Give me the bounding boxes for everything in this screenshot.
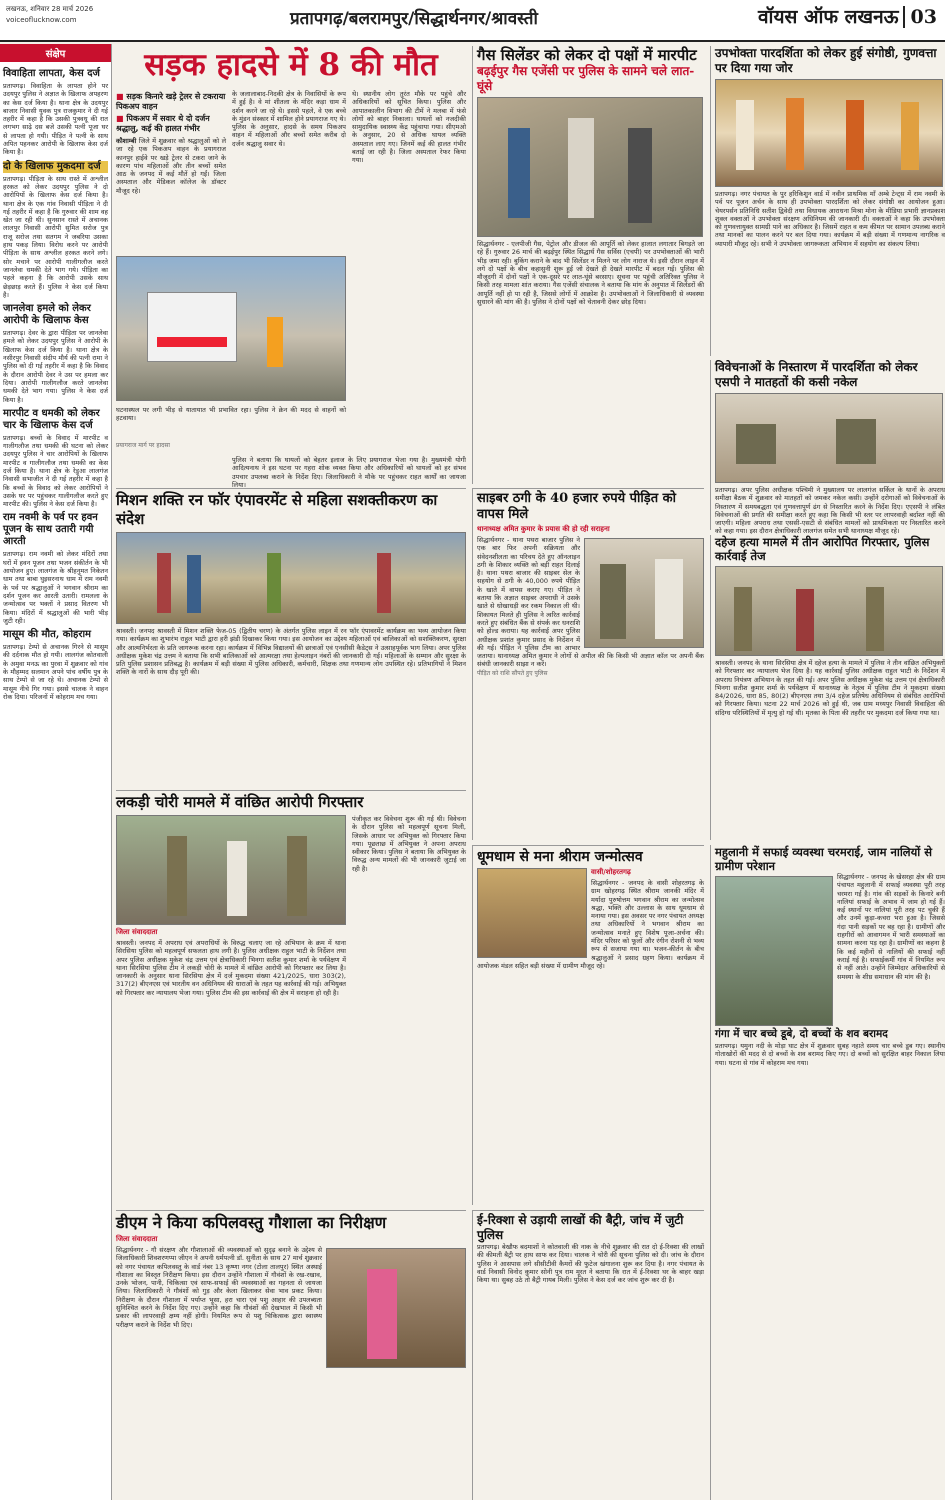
brief-title: मारपीट व धमकी को लेकर चार के खिलाफ केस दर्ज <box>3 407 100 431</box>
brief-title: मासूम की मौत, कोहराम <box>3 629 92 641</box>
gaushala-body: सिद्धार्थनगर - गौ संरक्षण और गौशालाओं की व्यवस्थाओं को सुदृढ़ बनाने के उद्देश्य से जिलाधिकारी शिवशरणप्पा जीएन ने अपनी धर्मपत्नी डॉ. सुनीता के साथ 27 मार्च शुक्रवार को नगर पंचायत कपिलवस्तु के वार्ड नंबर 13 कृष्णा नगर (टोला तालपुर) स्थित अस्थाई गौशाला का विस्तृत निरीक्षण किया। इस दौरान उन्होंने गौशाला में गौवंशों के रख-रखाव, उनके भोजन, पानी, चिकित्सा एवं साफ-सफाई की व्यवस्थाओं का गहनता से जायजा लिया। जिलाधिकारी ने गौवंशों को गुड़ और केला खिलाकर सेवा भाव प्रकट किया। निरीक्षण के दौरान गौशाला में पर्याप्त भूसा, हरा चारा एवं पशु आहार की उपलब्धता सुनिश्चित करने के निर्देश दिए गए। उन्होंने कहा कि गौवंशों की देखभाल में किसी भी प्रकार की लापरवाही क्षम्य नहीं होगी। नियमित रूप से पशु चिकित्सक द्वारा स्वास्थ्य परीक्षण कराने के निर्देश भी दिए। <box>116 1246 322 1329</box>
accident-story <box>116 46 466 489</box>
person-figure <box>655 559 683 639</box>
wood-headline[interactable]: लकड़ी चोरी मामले में वांछित आरोपी गिरफ्तार <box>116 793 364 811</box>
wood-body-right: पंजीकृत कर विवेचना शुरू की गई थी। विवेचना के दौरान पुलिस को महत्वपूर्ण सूचना मिली, जिसके आधार पर अभियुक्त को गिरफ्तार किया गया। पूछताछ में अभियुक्त ने अपना अपराध स्वीकार किया। पुलिस ने बताया कि अभियुक्त के विरुद्ध अन्य मामलों की भी जानकारी जुटाई जा रही है। <box>352 815 466 873</box>
brief-title: दो के खिलाफ मुकदमा दर्ज <box>3 161 108 173</box>
brief-body: प्रतापगढ़। राम नवमी को लेकर मंदिरों तथा घरों में हवन पूजन तथा भजन संकीर्तन के भी आयोजन हुए। लालगंज के श्रीहनुमत निकेतन धाम तथा बाबा घुइसरनाथ धाम में राम नवमी के पर्व पर श्रद्धालुओं ने भगवान श्रीराम का दर्शन पूजन कर आरती उतारी। रामलला के जन्मोत्सव पर भक्तों ने प्रसाद वितरण भी किया। मंदिरों में श्रद्धालुओं की भारी भीड़ जुटी रही। <box>3 550 108 625</box>
officer-figure <box>734 587 752 651</box>
brief-body: प्रतापगढ़। देवर के द्वारा पीड़िता पर जानलेवा हमले को लेकर उदयपुर पुलिस ने आरोपी के खिलाफ केस दर्ज किया है। थाना क्षेत्र के नसीरपुर निवासी संदीप मौर्य की पत्नी रामा ने पुलिस को दी गई तहरीर में कहा है कि विवाद के दौरान आरोपी देवर ने उस पर हमला कर दिया। आरोपी गालीगलौज करते जानलेवा धमकी देते भाग गया। पुलिस ने केस दर्ज किया है। <box>3 329 108 404</box>
drain-sub-body: प्रतापगढ़। यमुना नदी के मोड़ा घाट क्षेत्र में शुक्रवार सुबह नहाते समय चार बच्चे डूब गए। स्थानीय गोताखोरों की मदद से दो बच्चों के शव बरामद किए गए। दो बच्चों को सुरक्षित बाहर निकाल लिया गया। घटना से गांव में कोहराम मच गया। <box>715 1042 945 1067</box>
wood-body: श्रावस्ती। जनपद में अपराध एवं अपराधियों के विरुद्ध चलाए जा रहे अभियान के क्रम में थाना सिरसिया पुलिस को महत्वपूर्ण सफलता हाथ लगी है। पुलिस अधीक्षक राहुल भाटी के निर्देशन तथा अपर पुलिस अधीक्षक मुकेश चंद्र उत्तम एवं क्षेत्राधिकारी भिनगा सतीश कुमार शर्मा के पर्यवेक्षण में थाना सिरसिया पुलिस टीम ने लकड़ी चोरी के मामले में वांछित आरोपी को गिरफ्तार कर लिया है। जानकारी के अनुसार थाना सिरसिया क्षेत्र में दर्ज मुकदमा संख्या 421/2025, धारा 303(2), 317(2) बीएनएस एवं भारतीय वन अधिनियम की धाराओं के तहत यह कार्रवाई की गई। अभियुक्त को गिरफ्तार कर न्यायालय भेजा गया। पुलिस टीम की इस कार्रवाई की क्षेत्र में सराहना हो रही है। <box>116 939 346 997</box>
brief-body: प्रतापगढ़। पीड़िता के साथ रास्ते में अश्लील हरकत को लेकर उदयपुर पुलिस ने दो आरोपियों के खिलाफ केस दर्ज किया है। थाना क्षेत्र के एक गांव निवासी पीड़िता ने दी गई तहरीर में कहा है कि गुरुवार की शाम वह खेत जा रही थी। सुनसान रास्ते में अचानक लालपुर निवासी आरोपी सुमित सरोज पुत्र राजू सरोज तथा सतगम ने जबरिया उसका हाथ पकड़ लिया। विरोध करने पर आरोपी पीड़िता के साथ अश्लील हरकत करने लगे। सोर मचाने पर आरोपी गालीगलौज करते जानलेवा धमकी देते भाग गये। पीड़िता का पहले कहना है कि आरोपी उसके साथ छेड़छाड़ करते हैं। पुलिस ने केस दर्ज किया है। <box>3 174 108 299</box>
ambulance-stripe <box>157 337 227 347</box>
accident-body-col3: थे। स्थानीय लोग तुरंत मौके पर पहुंचे और अधिकारियों को सूचित किया। पुलिस और आपातकालीन विभाग की टीमें ने मलबा में फंसे लोगों को बाहर निकाला। घायलों को नजदीकी सामुदायिक स्वास्थ्य केंद्र पहुंचाया गया। सीएमओ के अनुसार, 20 से अधिक घायल व्यक्ति अस्पताल लाए गए। जिनमें कई की हालत गंभीर बताई जा रही है। जिला अस्पताल रेफर किया गया। <box>352 90 466 165</box>
brief-title: जानलेवा हमले को लेकर आरोपी के खिलाफ केस <box>3 303 91 327</box>
rickshaw-body: प्रतापगढ़। बेखौफ बदमाशों ने कोतवाली की नाक के नीचे शुक्रवार की रात दो ई-रिक्शा की लाखों की कीमती बैट्री पर हाथ साफ कर दिया। चालक ने चोरी की सूचना पुलिस को दी। जांच के दौरान पुलिस ने आसपास लगे सीसीटीवी कैमरों की फुटेज खंगालना शुरू कर दिया है। नगर पंचायत के वार्ड निवासी विनोद कुमार सोनी पुत्र राम मूरत ने बताया कि रात में ई-रिक्शा घर के बाहर खड़ा किया था। सुबह उठे तो बैट्री गायब मिली। पुलिस ने केस दर्ज कर जांच शुरू कर दी है। <box>477 1243 704 1285</box>
wood-photo <box>116 815 346 925</box>
runner-figure <box>377 553 391 613</box>
runner-figure <box>157 553 171 613</box>
gas-body: सिद्धार्थनगर - एलपीजी गैस, पेट्रोल और डीजल की आपूर्ति को लेकर हालात लगातार बिगड़ते जा रहे हैं। गुरुवार 26 मार्च की बढ़ईपुर स्थित सिद्धार्थ गैस सर्विस (एचपी) पर उपभोक्ताओं की भारी भीड़ जमा रही। बुकिंग कराने के बाद भी सिलेंडर न मिलने पर लोग नाराज थे। इसी दौरान लाइन में लगे दो पक्षों के बीच कहासुनी शुरू हुई जो देखते ही देखते मारपीट में बदल गई। पुलिस की मौजूदगी में दोनों पक्षों ने एक-दूसरे पर लात-घूंसे बरसाए। सूचना पर पहुंची अतिरिक्त पुलिस ने किसी तरह मामला शांत कराया। गैस एजेंसी संचालक ने बताया कि मांग के अनुपात में सिलेंडरों की आपूर्ति नहीं हो पा रही है, जिससे लोगों में आक्रोश है। उपभोक्ताओं ने जिलाधिकारी से व्यवस्था सुधारने की मांग की है। पुलिस ने दोनों पक्षों को चेतावनी देकर छोड़ दिया। <box>477 240 704 307</box>
dowry-photo <box>715 566 943 656</box>
drain-sub-headline: गंगा में चार बच्चे डूबे, दो बच्चों के शव बरामद <box>715 1028 888 1040</box>
masthead-meta <box>6 4 93 26</box>
consumer-body: प्रतापगढ़। नगर पंचायत के पुर हरिकिशुन वार्ड में नवीन प्राथमिक माँ अम्बे टेन्ट्स में राम नवमी के पर्व पर पूजन अर्चन के साथ ही उपभोक्ता पारदर्शिता को लेकर संगोष्ठी का आयोजन हुआ। चेयरपर्सन प्रतिनिधि सतीश द्विवेदी तथा विधायक आराधना मिश्रा मोना के मीडिया प्रभारी ज्ञानप्रकाश शुक्ल वक्ताओं ने उपभोक्ता संरक्षण अधिनियम की जानकारी दी। वक्ताओं ने कहा कि उपभोक्ता को गुणवत्तायुक्त सामग्री पाने का अधिकार है। जिसमें राहत व कम कीमत पर सामान उपलब्ध कराने तथा मानकों का पालन करने पर बल दिया गया। कार्यक्रम में बड़ी संख्या में गणमान्य नागरिक व व्यापारी मौजूद रहे। सभी ने उपभोक्ता जागरूकता अभियान में सहयोग का संकल्प लिया। <box>715 190 945 248</box>
gaushala-headline[interactable]: डीएम ने किया कपिलवस्तु गौशाला का निरीक्षण <box>116 1213 387 1232</box>
drain-body: सिद्धार्थनगर - जनपद के खेसरहा क्षेत्र की ग्राम पंचायत महुलानी में सफाई व्यवस्था पूरी तरह चरमरा गई है। गांव की सड़कों के किनारे बनी नालियां सफाई के अभाव में जाम हो गई हैं। कई स्थानों पर नालियां पूरी तरह पट चुकी हैं और उनमें कूड़ा-कचरा भरा हुआ है। जिससे गंदा पानी सड़कों पर बह रहा है। ग्रामीणों और राहगीरों को आवागमन में भारी समस्याओं का सामना करना पड़ रहा है। ग्रामीणों का कहना है कि कई महीनों से नालियों की सफाई नहीं कराई गई है। सफाईकर्मी गांव में नियमित रूप से नहीं आते। उन्होंने जिम्मेदार अधिकारियों से समस्या के शीघ्र समाधान की मांग की है। <box>837 873 945 981</box>
person-figure <box>846 100 864 170</box>
consumer-headline[interactable]: उपभोक्ता पारदर्शिता को लेकर हुई संगोष्ठी, गुणवत्ता पर दिया गया जोर <box>715 46 937 75</box>
brief-body: प्रतापगढ़। टेम्पो से अचानक गिरने से मासूम की दर्दनाक मौत हो गयी। लालगंज कोतवाली के अमुवा मनऊ का पुरवा में शुक्रवार को गांव के मौहम्मद सलमान अपने पांच वर्षीय पुत्र के साथ टेम्पो से जा रहे थे। अचानक टेम्पो से मासूम नीचे गिर गया। इससे चालक ने वाहन रोक दिया। परिजनों में कोहराम मच गया। <box>3 643 108 701</box>
accident-body-col4: पुलिस ने बताया कि घायलों को बेहतर इलाज के लिए प्रयागराज भेजा गया है। मुख्यमंत्री योगी आदित्यनाथ ने इस घटना पर गहरा शोक व्यक्त किया और अधिकारियों को घायलों को हर संभव उपचार उपलब्ध कराने के निर्देश दिए। जिलाधिकारी ने मौके पर पहुंचकर राहत कार्यों का जायजा लिया। <box>232 456 466 489</box>
mission-story <box>116 488 466 786</box>
cyber-photo <box>584 538 704 648</box>
gaushala-story <box>116 1210 466 1500</box>
accident-body-col2: के जलालाबाद-निदकी क्षेत्र के निवासियों के रूप में हुई है। वे मां शीतला के मंदिर कड़ा धाम में दर्शन करने जा रहे थे। इससे पहले, वे एक बच्चे के मुंडन संस्कार में शामिल होने प्रयागराज गए थे। पुलिस के अनुसार, हादसे के समय पिकअप वाहन में महिलाओं और बच्चों समेत करीब दो दर्जन श्रद्धालु सवार थे। <box>232 90 346 148</box>
sp-photo <box>715 393 943 483</box>
cyber-headline[interactable]: साइबर ठगी के 40 हजार रुपये पीड़ित को वापस मिले <box>477 491 677 522</box>
ram-story <box>472 845 704 1205</box>
brand-block <box>758 3 937 29</box>
cyber-photo-caption: पीड़ित को राशि सौंपते हुए पुलिस <box>477 669 548 677</box>
person-figure <box>796 589 814 651</box>
ram-byline: वासी/शोहरतगढ़ <box>591 868 631 876</box>
briefs-column <box>0 44 112 1500</box>
rickshaw-headline[interactable]: ई-रिक्शा से उड़ायी लाखों की बैट्री, जांच में जुटी पुलिस <box>477 1213 684 1242</box>
dowry-story <box>710 535 945 840</box>
officer-figure <box>287 836 307 916</box>
dateline-place: कौशाम्बी <box>116 137 137 145</box>
drain-photo <box>715 876 833 1026</box>
gas-subheadline: बढ़ईपुर गैस एजेंसी पर पुलिस के सामने चले लात-घूंसे <box>477 64 695 93</box>
drain-story <box>710 845 945 1500</box>
cyber-byline: थानाध्यक्ष अमित कुमार के प्रयास की हो रही सराहना <box>477 525 610 533</box>
rickshaw-story <box>472 1210 704 1500</box>
sp-story <box>710 360 945 536</box>
person-figure <box>901 102 919 170</box>
consumer-photo <box>715 79 943 187</box>
runner-figure <box>187 555 201 613</box>
officer-figure <box>836 419 876 464</box>
cyber-body: सिद्धार्थनगर - थाना पथरा बाजार पुलिस ने एक बार फिर अपनी सक्रियता और संवेदनशीलता का परिचय देते हुए ऑनलाइन ठगी के शिकार व्यक्ति को बड़ी राहत दिलाई है। थाना पथरा बाजार की साइबर सेल के सहयोग से ठगी के 40,000 रुपये पीड़ित के खाते में वापस कराए गए। पीड़ित ने बताया कि अज्ञात साइबर अपराधी ने उसके खाते से धोखाधड़ी कर रकम निकाल ली थी। शिकायत मिलते ही पुलिस ने त्वरित कार्रवाई करते हुए संबंधित बैंक से संपर्क कर धनराशि को होल्ड कराया। यह कार्रवाई अपर पुलिस अधीक्षक प्रशांत कुमार प्रसाद के निर्देशन में की गई। पीड़ित ने पुलिस टीम का आभार जताया। थानाध्यक्ष अमित कुमार ने लोगों से अपील की कि किसी भी अज्ञात कॉल पर अपनी बैंक संबंधी जानकारी साझा न करें। <box>477 536 704 669</box>
mission-headline[interactable]: मिशन शक्ति रन फॉर एंपावरमेंट से महिला सशक्तीकरण का संदेश <box>116 491 438 528</box>
accident-photo <box>116 256 346 401</box>
mission-body: श्रावस्ती। जनपद श्रावस्ती में मिशन शक्ति फेज-05 (द्वितीय चरण) के अंतर्गत पुलिस लाइन में रन फॉर एंपावरमेंट कार्यक्रम का भव्य आयोजन किया गया। कार्यक्रम का शुभारंभ राहुल भाटी द्वारा हरी झंडी दिखाकर किया गया। इस आयोजन का उद्देश्य महिलाओं एवं बालिकाओं को सशक्तिकरण, सुरक्षा और आत्मनिर्भरता के प्रति जागरूक करना रहा। कार्यक्रम में विभिन्न विद्यालयों की छात्राओं एवं एनसीसी कैडेट्स ने उत्साहपूर्वक भाग लिया। अपर पुलिस अधीक्षक मुकेश चंद्र उत्तम ने बताया कि सभी बालिकाओं को आत्मरक्षा तथा हेल्पलाइन नंबरों की जानकारी दी गई। महिलाओं के सम्मान और सुरक्षा के प्रति पुलिस प्रशासन प्रतिबद्ध है। कार्यक्रम में बड़ी संख्या में पुलिस अधिकारी, कर्मचारी, शिक्षक तथा गणमान्य लोग उपस्थित रहे। प्रतिभागियों ने मिशन शक्ति के नारों के साथ दौड़ पूरी की। <box>116 627 466 677</box>
accident-headline[interactable]: सड़क हादसे में 8 की मौत <box>144 47 438 83</box>
gas-headline[interactable]: गैस सिलेंडर को लेकर दो पक्षों में मारपीट <box>477 46 697 64</box>
dowry-body: श्रावस्ती। जनपद के थाना सिरसिया क्षेत्र में दहेज हत्या के मामले में पुलिस ने तीन वांछित अभियुक्तों को गिरफ्तार कर न्यायालय भेज दिया है। यह कार्रवाई पुलिस अधीक्षक राहुल भाटी के निर्देशन में अपराध नियंत्रण अभियान के तहत की गई। अपर पुलिस अधीक्षक मुकेश चंद्र उत्तम एवं क्षेत्राधिकारी भिनगा सतीश कुमार शर्मा के पर्यवेक्षण में थानाध्यक्ष के नेतृत्व में पुलिस टीम ने मुकदमा संख्या 84/2026, धारा 85, 80(2) बीएनएस तथा 3/4 दहेज प्रतिषेध अधिनियम से संबंधित आरोपियों को गिरफ्तार किया। घटना 22 मार्च 2026 को हुई थी, जब ग्राम मध्यपुर निवासी विवाहिता की संदिग्ध परिस्थितियों में मृत्यु हो गई थी। मृतका के पिता की तहरीर पर मुकदमा दर्ज किया गया था। <box>715 659 945 717</box>
sp-body: प्रतापगढ़। अपर पुलिस अधीक्षक पश्चिमी ने मुख्यालय पर लालगंज सर्किल के थानों के अपराध समीक्षा बैठक में शुक्रवार को मातहतों को जमकर नकेल कसी। उन्होंने दरोगाओं को विवेचनाओं के निस्तारण में समयबद्धता एवं गुणवत्तापूर्ण ढंग से निस्तारित करने के निर्देश दिए। एएसपी ने लंबित विवेचनाओं की प्रगति की समीक्षा करते हुए कहा कि किसी भी स्तर पर लापरवाही बर्दाश्त नहीं की जाएगी। महिला अपराध तथा एससी-एसटी से संबंधित मामलों को प्राथमिकता पर निस्तारित करने को कहा गया। इस दौरान क्षेत्राधिकारी लालगंज समेत सभी थानाध्यक्ष मौजूद रहे। <box>715 486 945 536</box>
page-number: 03 <box>903 6 937 28</box>
brief-title: विवाहिता लापता, केस दर्ज <box>3 68 100 79</box>
ambulance-shape <box>147 292 237 362</box>
ram-headline[interactable]: धूमधाम से मना श्रीराम जन्मोत्सव <box>477 849 643 865</box>
person-figure <box>267 317 283 367</box>
officer-figure <box>736 424 776 464</box>
person-figure <box>736 100 754 170</box>
gaushala-photo <box>326 1248 466 1368</box>
accident-caption: घटनास्थल पर लगी भीड़ से यातायात भी प्रभावित रहा। पुलिस ने क्रेन की मदद से वाहनों को हटवाया। <box>116 406 346 423</box>
person-figure <box>227 841 247 916</box>
accident-photo-caption: प्रयागराज मार्ग पर हादसा <box>116 442 170 449</box>
person-figure <box>367 1269 397 1359</box>
accident-bullet: ■ सड़क किनारे खड़े ट्रेलर से टकराया पिकअप वाहन <box>116 92 226 112</box>
officer-figure <box>167 836 187 916</box>
dowry-headline[interactable]: दहेज हत्या मामले में तीन आरोपित गिरफ्तार, पुलिस कार्रवाई तेज <box>715 535 930 563</box>
accident-body-col1: जिले में शुक्रवार को श्रद्धालुओं को ले जा रहे एक पिकअप वाहन के प्रयागराज कानपुर हाईवे पर खड़े ट्रेलर से टकरा जाने के कारण पांच महिलाओं और तीन बच्चों समेत आठ के जनपद में कई मौतें हो गईं। जिला अस्पताल और मेडिकल कॉलेज के डॉक्टर मौजूद रहे। <box>116 137 226 195</box>
mission-photo <box>116 532 466 624</box>
wood-story <box>116 790 466 1090</box>
site-url[interactable]: voiceoflucknow.com <box>6 16 77 24</box>
date-line: लखनऊ, शनिवार 28 मार्च 2026 <box>6 5 94 13</box>
officer-figure <box>600 564 626 639</box>
gaushala-byline: जिला संवाददाता <box>116 1235 158 1243</box>
brand-name: वॉयस ऑफ लखनऊ <box>757 6 899 28</box>
person-figure <box>786 98 804 170</box>
gas-story <box>472 46 704 484</box>
briefs-header: संक्षेप <box>0 44 111 62</box>
accident-bullet: ■ पिकअप में सवार थे दो दर्जन श्रद्धालु, कई की हालत गंभीर <box>116 114 226 134</box>
brief-body: प्रतापगढ़। बच्चों के विवाद में मारपीट व गालीगलौज तथा धमकी की घटना को लेकर उदयपुर पुलिस ने चार आरोपियों के खिलाफ मारपीट व गालीगलौज तथा धमकी का केस दर्ज किया है। थाना क्षेत्र के रेडुआ लालगंज निवासी सभाजीत ने दी गई तहरीर में कहा है कि बच्चों के विवाद को लेकर आरोपियों ने उसके घर पर पहुंचकर गालीगलौज करते हुए मारपीट की। पुलिस ने केस दर्ज किया है। <box>3 433 108 509</box>
person-figure <box>508 128 530 218</box>
person-figure <box>628 128 652 223</box>
brief-body: प्रतापगढ़। विवाहिता के लापता होने पर उदयपुर पुलिस ने अज्ञात के खिलाफ अपहरण का केस दर्ज किया है। थाना क्षेत्र के उदयपुर बाजार निवासी युवक पुत्र राजकुमार ने दी गई तहरीर में कहा है कि उसकी पुत्रवधू की रात लगभग साढ़े दस बजे उसकी पत्नी पूजा घर से लापता हो गयी। पीड़ित ने पत्नी के साथ अपित पहनकर आरोपी के खिलाफ केस दर्ज किया है। <box>3 82 108 157</box>
section-title: प्रतापगढ़/बलरामपुर/सिद्धार्थनगर/श्रावस्ती <box>290 9 538 29</box>
drain-headline[interactable]: महुलानी में सफाई व्यवस्था चरमराई, जाम नालियों से ग्रामीण परेशान <box>715 845 933 873</box>
brief-title: राम नवमी के पर्व पर हवन पूजन के साथ उतारी गयी आरती <box>3 512 98 548</box>
masthead <box>0 0 945 42</box>
sp-headline[interactable]: विवेचनाओं के निस्तारण में पारदर्शिता को लेकर एसपी ने मातहतों की कसी नकेल <box>715 360 918 389</box>
consumer-story <box>710 46 945 356</box>
person-figure <box>568 118 594 218</box>
ram-body: सिद्धार्थनगर - जनपद के वासी शोहरतगढ़ के ग्राम खोहरगढ़ स्थित श्रीराम जानकी मंदिर में मर्यादा पुरुषोत्तम भगवान श्रीराम का जन्मोत्सव श्रद्धा, भक्ति और उल्लास के साथ धूमधाम से मनाया गया। इस अवसर पर नगर पंचायत अध्यक्ष तथा अधिकारियों ने भगवान श्रीराम का जन्मोत्सव मनाते हुए विशेष पूजा-अर्चना की। मंदिर परिसर को फूलों और रंगीन रोशनी से भव्य रूप से सजाया गया था। भजन-कीर्तन के बीच श्रद्धालुओं ने प्रसाद ग्रहण किया। कार्यक्रम में आयोजक मंडल सहित बड़ी संख्या में ग्रामीण मौजूद रहे। <box>477 879 704 970</box>
officer-figure <box>866 587 884 651</box>
runner-figure <box>267 553 281 613</box>
ram-photo <box>477 868 587 958</box>
gas-photo <box>477 97 703 237</box>
wood-byline: जिला संवाददाता <box>116 928 158 936</box>
cyber-story <box>472 488 704 840</box>
